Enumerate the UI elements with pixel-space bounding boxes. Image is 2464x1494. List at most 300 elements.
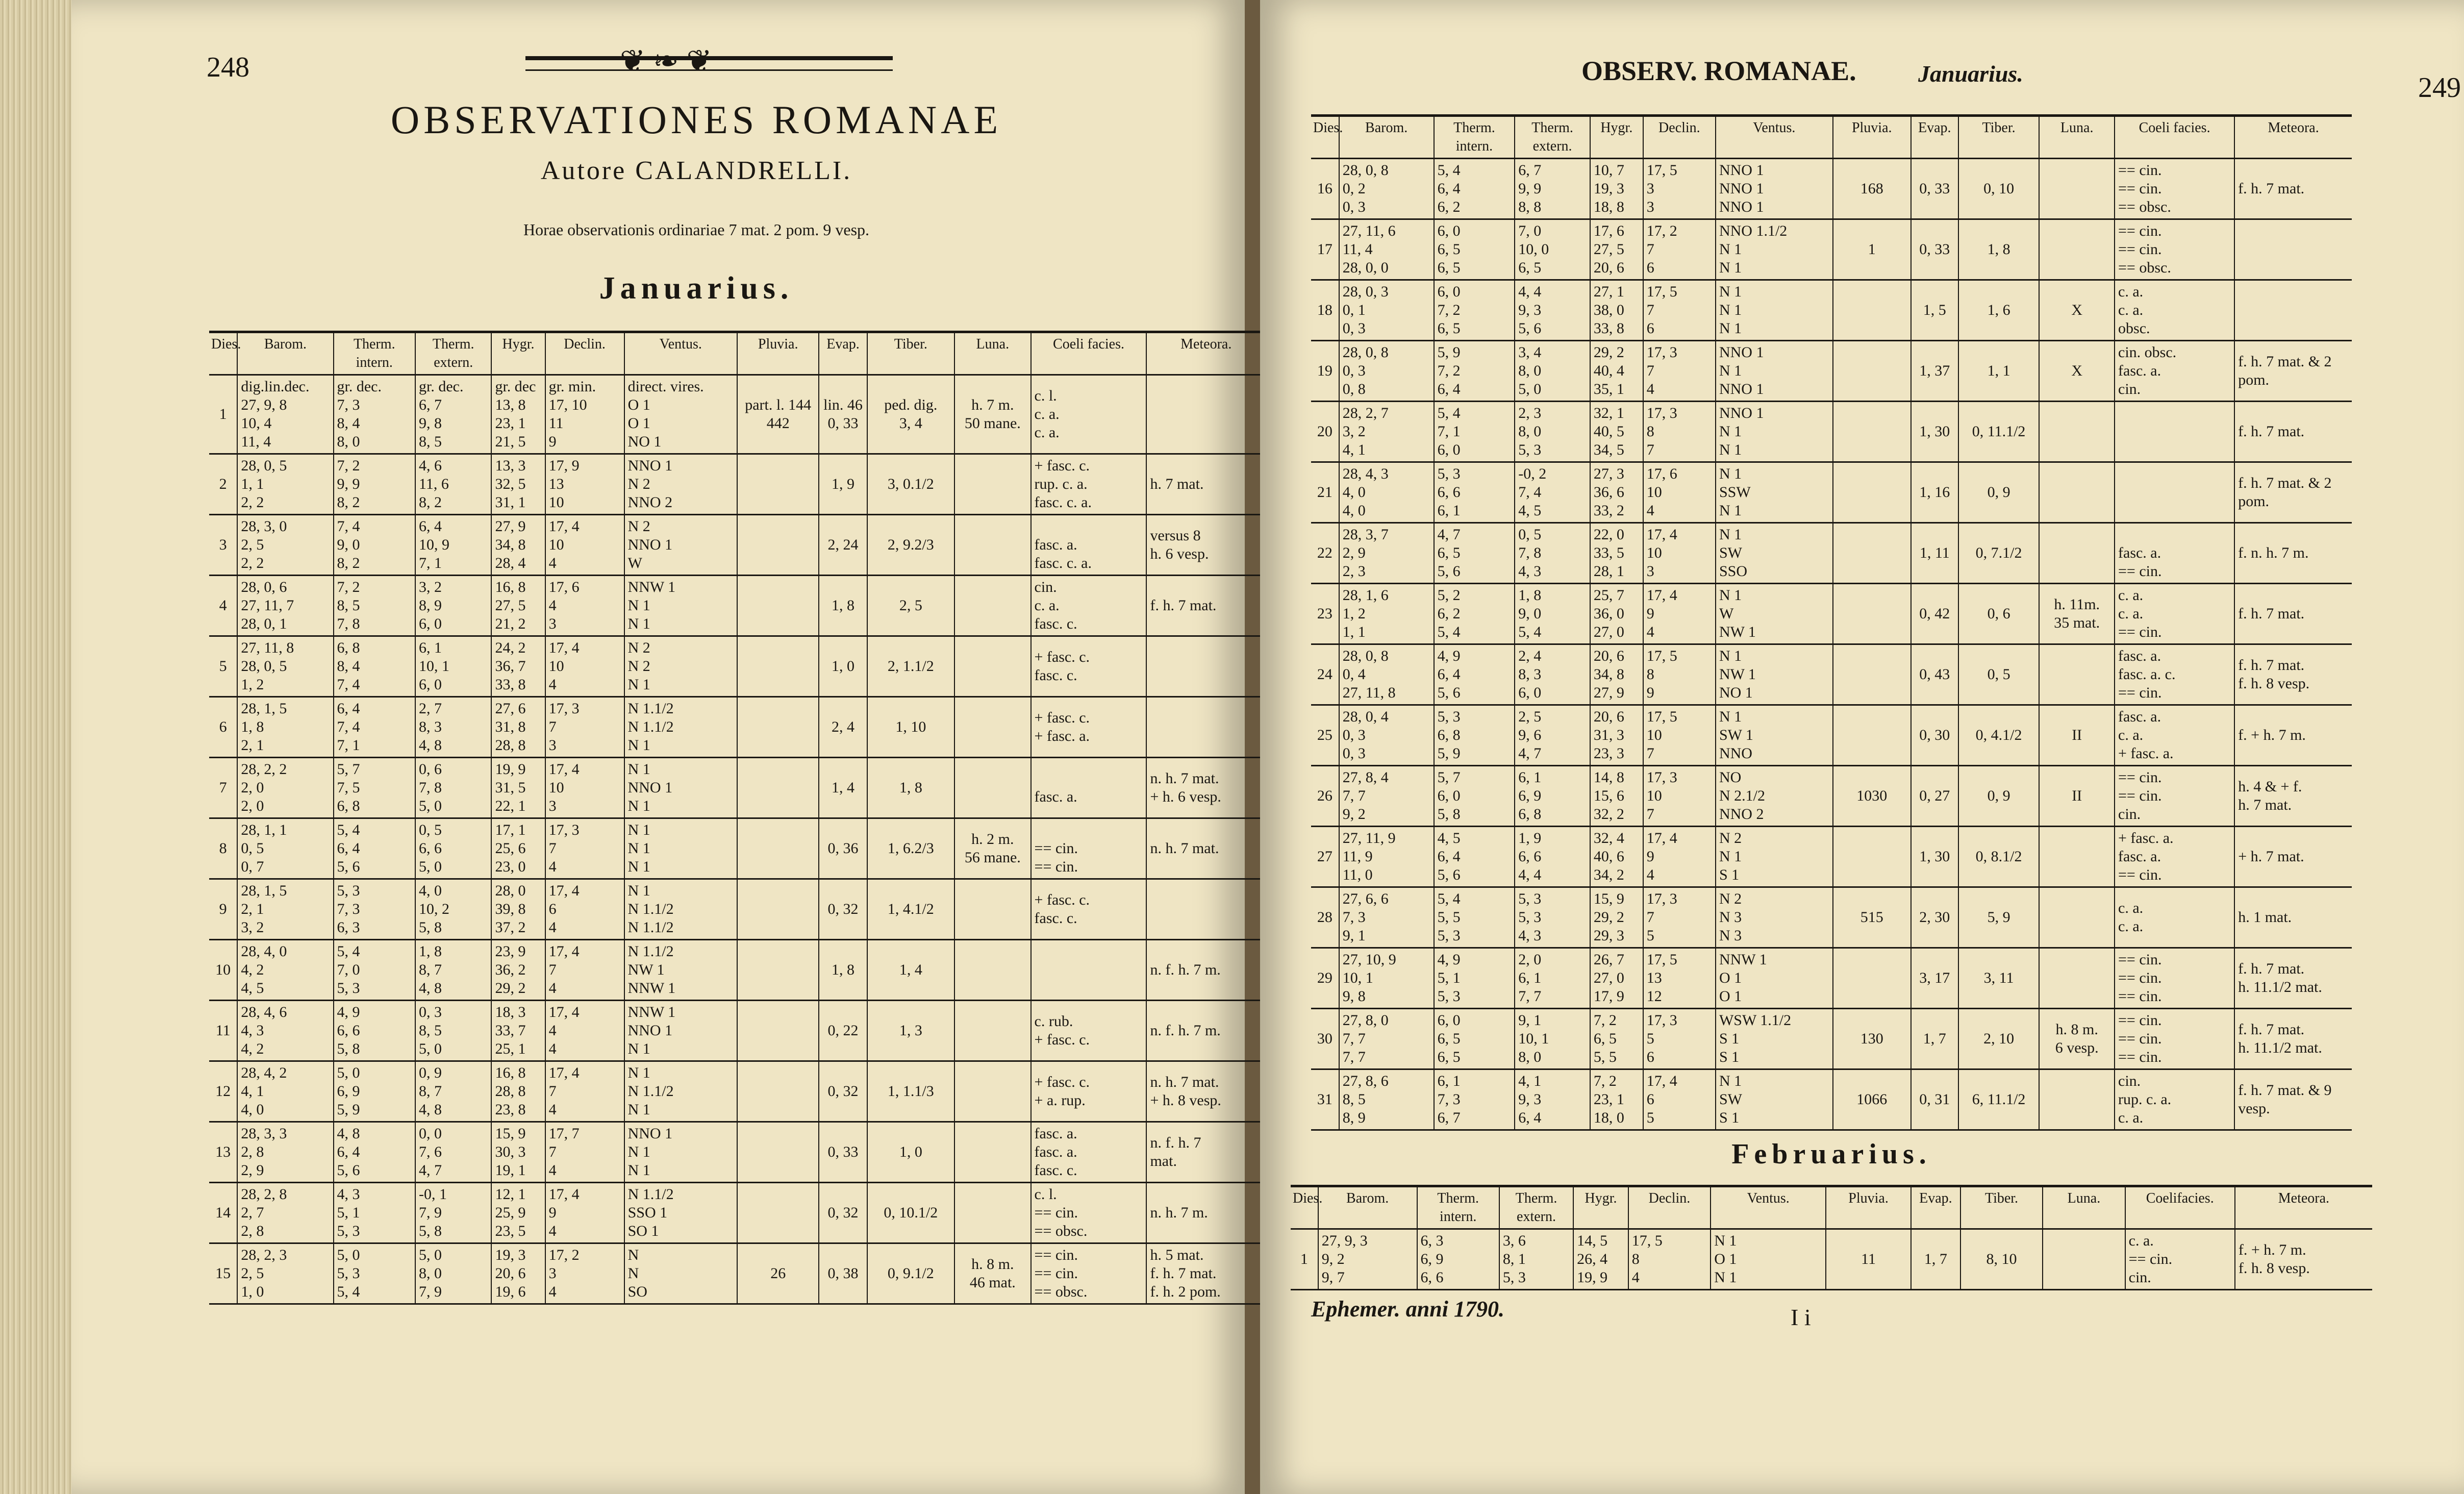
table-cell: c. a. c. a. obsc. (2115, 280, 2234, 341)
table-cell (737, 818, 819, 879)
table-cell: 17, 5 7 6 (1643, 280, 1716, 341)
table-cell: gr. dec. 7, 3 8, 4 8, 0 (334, 375, 416, 454)
footer-ephemeris: Ephemer. anni 1790. (1311, 1297, 1504, 1322)
table-cell: 0, 9 (1958, 766, 2040, 827)
table-cell: n. h. 7 m. (1146, 1183, 1265, 1243)
table-cell: 1, 10 (867, 697, 955, 758)
table-cell: c. rub. + fasc. c. (1031, 1001, 1147, 1061)
column-header: Ventus. (624, 332, 737, 375)
table-cell: 17, 4 10 3 (1643, 523, 1716, 584)
column-header: Luna. (954, 332, 1030, 375)
table-cell: cin. obsc. fasc. a. cin. (2115, 341, 2234, 402)
table-cell: 17, 3 7 4 (545, 818, 624, 879)
column-header: Barom. (237, 332, 333, 375)
table-cell: 3, 17 (1911, 948, 1958, 1009)
table-cell: N 2 N 2 N 1 (624, 636, 737, 697)
table-cell (1146, 697, 1265, 758)
table-cell: 4, 3 5, 1 5, 3 (334, 1183, 416, 1243)
table-cell (954, 1122, 1030, 1183)
table-cell: n. h. 7 mat. (1146, 818, 1265, 879)
column-header: Barom. (1318, 1186, 1417, 1229)
table-cell: f. h. 7 mat. & 9 vesp. (2234, 1069, 2352, 1130)
column-header: Dies. (1291, 1186, 1318, 1229)
table-cell: 25 (1311, 705, 1339, 766)
table-cell: 6, 3 6, 9 6, 6 (1417, 1229, 1499, 1290)
table-cell: N 1.1/2 N 1.1/2 N 1 (624, 697, 737, 758)
table-cell: == cin. == cin. (1031, 818, 1147, 879)
table-cell: 27, 10, 9 10, 1 9, 8 (1339, 948, 1434, 1009)
table-cell: 0, 43 (1911, 644, 1958, 705)
table-cell: 17, 6 27, 5 20, 6 (1590, 219, 1643, 280)
table-cell: 7, 2 8, 5 7, 8 (334, 576, 416, 636)
table-cell: 17, 4 7 4 (545, 940, 624, 1001)
table-cell: 1 (1833, 219, 1911, 280)
table-cell (737, 515, 819, 576)
table-cell (2039, 462, 2115, 523)
table-cell: N 1 SSW N 1 (1716, 462, 1833, 523)
table-cell: fasc. a. fasc. c. a. (1031, 515, 1147, 576)
table-cell: f. h. 7 mat. (2234, 584, 2352, 644)
table-cell: 11 (1826, 1229, 1911, 1290)
table-cell: 28, 3, 0 2, 5 2, 2 (237, 515, 333, 576)
column-header: Evap. (1911, 1186, 1960, 1229)
table-cell: 6, 0 6, 5 6, 5 (1434, 219, 1515, 280)
table-cell: == cin. == cin. == cin. (2115, 1009, 2234, 1069)
table-row (1311, 341, 2352, 402)
table-cell: f. h. 7 mat. (1146, 576, 1265, 636)
table-cell: -0, 2 7, 4 4, 5 (1515, 462, 1590, 523)
table-cell: 28, 3, 3 2, 8 2, 9 (237, 1122, 333, 1183)
table-cell: 0, 8.1/2 (1958, 827, 2040, 887)
column-header: Therm. extern. (1515, 116, 1590, 159)
table-cell: 5, 4 7, 0 5, 3 (334, 940, 416, 1001)
table-cell (1833, 705, 1911, 766)
table-cell: X (2039, 280, 2115, 341)
table-cell: 5, 0 6, 9 5, 9 (334, 1061, 416, 1122)
table-cell: 1, 37 (1911, 341, 1958, 402)
table-cell: 29, 2 40, 4 35, 1 (1590, 341, 1643, 402)
table-cell: 1, 8 8, 7 4, 8 (415, 940, 491, 1001)
table-cell: 30 (1311, 1009, 1339, 1069)
table-cell: 2 (209, 454, 237, 515)
table-cell: 0, 33 (1911, 219, 1958, 280)
table-cell: N 1 O 1 N 1 (1711, 1229, 1826, 1290)
table-row (209, 1061, 1265, 1122)
table-cell (737, 1001, 819, 1061)
table-cell: 0, 5 6, 6 5, 0 (415, 818, 491, 879)
table-cell: 17, 3 7 4 (1643, 341, 1716, 402)
table-cell: fasc. a. fasc. a. fasc. c. (1031, 1122, 1147, 1183)
table-cell: f. h. 7 mat. h. 11.1/2 mat. (2234, 1009, 2352, 1069)
observations-table-february (1291, 1185, 2372, 1290)
table-cell: 5 (209, 636, 237, 697)
column-header: Barom. (1339, 116, 1434, 159)
column-header: Therm. intern. (1434, 116, 1515, 159)
column-header: Therm. extern. (1499, 1186, 1573, 1229)
column-header: Luna. (2043, 1186, 2125, 1229)
table-cell: NO N 2.1/2 NNO 2 (1716, 766, 1833, 827)
table-cell: 17, 4 9 4 (1643, 827, 1716, 887)
table-cell: 17, 5 8 9 (1643, 644, 1716, 705)
table-cell: 4, 9 5, 1 5, 3 (1434, 948, 1515, 1009)
table-cell: 6, 0 7, 2 6, 5 (1434, 280, 1515, 341)
table-cell: 0, 30 (1911, 705, 1958, 766)
table-cell: N 2 N 1 S 1 (1716, 827, 1833, 887)
table-cell: 14 (209, 1183, 237, 1243)
table-cell: 4, 9 6, 6 5, 8 (334, 1001, 416, 1061)
table-cell: 1, 4 (867, 940, 955, 1001)
page-number: 248 (207, 52, 249, 83)
table-cell: 17, 3 7 5 (1643, 887, 1716, 948)
table-cell (737, 879, 819, 940)
table-cell: c. l. == cin. == obsc. (1031, 1183, 1147, 1243)
table-cell: 17, 4 6 5 (1643, 1069, 1716, 1130)
table-cell: 4 (209, 576, 237, 636)
table-cell: 31 (1311, 1069, 1339, 1130)
table-cell: 2, 24 (819, 515, 867, 576)
table-cell: 27, 1 38, 0 33, 8 (1590, 280, 1643, 341)
table-cell: 0, 31 (1911, 1069, 1958, 1130)
table-cell: 27, 8, 0 7, 7 7, 7 (1339, 1009, 1434, 1069)
table-row (1311, 705, 2352, 766)
table-cell: 26 (737, 1243, 819, 1304)
table-cell (2043, 1229, 2125, 1290)
table-cell: 17, 4 9 4 (1643, 584, 1716, 644)
column-header: Tiber. (1960, 1186, 2043, 1229)
table-cell: 4, 9 6, 4 5, 6 (1434, 644, 1515, 705)
table-row (209, 1243, 1265, 1304)
table-cell: 28, 0, 8 0, 2 0, 3 (1339, 159, 1434, 219)
table-cell: 28, 2, 3 2, 5 1, 0 (237, 1243, 333, 1304)
table-cell: 24, 2 36, 7 33, 8 (491, 636, 545, 697)
table-cell: 28, 4, 3 4, 0 4, 0 (1339, 462, 1434, 523)
table-cell: dig.lin.dec. 27, 9, 8 10, 4 11, 4 (237, 375, 333, 454)
table-cell: 1, 30 (1911, 827, 1958, 887)
table-cell: 28, 3, 7 2, 9 2, 3 (1339, 523, 1434, 584)
table-cell: 1, 9 (819, 454, 867, 515)
table-cell: 1, 6.2/3 (867, 818, 955, 879)
table-cell: f. + h. 7 m. (2234, 705, 2352, 766)
table-cell: 0, 33 (819, 1122, 867, 1183)
table-row (1311, 948, 2352, 1009)
table-cell: 0, 10.1/2 (867, 1183, 955, 1243)
table-cell: 20, 6 31, 3 23, 3 (1590, 705, 1643, 766)
table-cell: 17, 6 4 3 (545, 576, 624, 636)
table-cell: 28, 2, 2 2, 0 2, 0 (237, 758, 333, 818)
table-row (209, 576, 1265, 636)
column-header: Meteora. (1146, 332, 1265, 375)
table-cell: n. h. 7 mat. + h. 6 vesp. (1146, 758, 1265, 818)
table-cell: 3, 0.1/2 (867, 454, 955, 515)
table-header-row (209, 332, 1265, 375)
table-cell: 6, 11.1/2 (1958, 1069, 2040, 1130)
column-header: Ventus. (1716, 116, 1833, 159)
table-cell: f. h. 7 mat. (2234, 159, 2352, 219)
table-cell: 7, 2 23, 1 18, 0 (1590, 1069, 1643, 1130)
table-cell: N 1.1/2 SSO 1 SO 1 (624, 1183, 737, 1243)
table-cell: fasc. a. c. a. + fasc. a. (2115, 705, 2234, 766)
table-cell: 5, 7 6, 0 5, 8 (1434, 766, 1515, 827)
table-cell: NNW 1 NNO 1 N 1 (624, 1001, 737, 1061)
running-head: OBSERV. ROMANAE. (1581, 56, 1856, 86)
table-cell: N 1 SW S 1 (1716, 1069, 1833, 1130)
table-row (1311, 402, 2352, 462)
table-cell: 27, 11, 9 11, 9 11, 0 (1339, 827, 1434, 887)
table-cell: 27, 8, 6 8, 5 8, 9 (1339, 1069, 1434, 1130)
table-cell: + fasc. c. fasc. c. (1031, 636, 1147, 697)
table-cell: 27, 11, 8 28, 0, 5 1, 2 (237, 636, 333, 697)
table-cell: f. h. 7 mat. & 2 pom. (2234, 341, 2352, 402)
table-cell: 1 (209, 375, 237, 454)
table-cell: 2, 0 6, 1 7, 7 (1515, 948, 1590, 1009)
table-cell: 7 (209, 758, 237, 818)
table-cell: 28, 2, 7 3, 2 4, 1 (1339, 402, 1434, 462)
table-cell: 3 (209, 515, 237, 576)
column-header: Luna. (2039, 116, 2115, 159)
table-cell: 17, 4 10 4 (545, 636, 624, 697)
table-cell (1146, 879, 1265, 940)
table-cell: 3, 11 (1958, 948, 2040, 1009)
table-cell (1833, 948, 1911, 1009)
left-page (71, 0, 1245, 1494)
column-header: Dies. (1311, 116, 1339, 159)
table-row (1311, 584, 2352, 644)
table-cell: 1030 (1833, 766, 1911, 827)
table-cell: 26, 7 27, 0 17, 9 (1590, 948, 1643, 1009)
table-cell: 0, 32 (819, 879, 867, 940)
table-cell: 22 (1311, 523, 1339, 584)
table-cell (1833, 280, 1911, 341)
table-cell: == cin. == cin. == cin. (2115, 948, 2234, 1009)
column-header: Therm. extern. (415, 332, 491, 375)
table-cell: 21 (1311, 462, 1339, 523)
table-cell: 6 (209, 697, 237, 758)
table-cell: 14, 5 26, 4 19, 9 (1573, 1229, 1628, 1290)
table-cell: 24 (1311, 644, 1339, 705)
observation-hours: Horae observationis ordinariae 7 mat. 2 pom. 9 vesp. (523, 220, 870, 239)
table-cell: 17, 5 13 12 (1643, 948, 1716, 1009)
table-cell: h. 1 mat. (2234, 887, 2352, 948)
table-cell: 22, 0 33, 5 28, 1 (1590, 523, 1643, 584)
table-cell: 2, 10 (1958, 1009, 2040, 1069)
table-cell: h. 11m. 35 mat. (2039, 584, 2115, 644)
table-cell: 28, 1, 1 0, 5 0, 7 (237, 818, 333, 879)
table-cell: 0, 22 (819, 1001, 867, 1061)
table-row (1311, 1009, 2352, 1069)
table-cell: -0, 1 7, 9 5, 8 (415, 1183, 491, 1243)
table-cell: 4, 0 10, 2 5, 8 (415, 879, 491, 940)
table-cell (737, 576, 819, 636)
table-cell: c. a. c. a. (2115, 887, 2234, 948)
table-cell: c. a. == cin. cin. (2125, 1229, 2235, 1290)
table-cell: + fasc. a. fasc. a. == cin. (2115, 827, 2234, 887)
table-cell: == cin. == cin. cin. (2115, 766, 2234, 827)
table-cell: 12 (209, 1061, 237, 1122)
table-cell: 1, 5 (1911, 280, 1958, 341)
table-cell: f. h. 7 mat. (2234, 402, 2352, 462)
table-row (209, 697, 1265, 758)
table-cell: 1, 3 (867, 1001, 955, 1061)
column-header: Coelifacies. (2125, 1186, 2235, 1229)
table-cell: h. 2 m. 56 mane. (954, 818, 1030, 879)
table-cell: fasc. a. fasc. a. c. == cin. (2115, 644, 2234, 705)
table-cell: n. f. h. 7 m. (1146, 940, 1265, 1001)
table-cell: 17, 5 3 3 (1643, 159, 1716, 219)
column-header: Tiber. (1958, 116, 2040, 159)
table-cell: 17, 4 4 4 (545, 1001, 624, 1061)
table-cell: fasc. a. (1031, 758, 1147, 818)
column-header: Tiber. (867, 332, 955, 375)
column-header: Meteora. (2234, 116, 2352, 159)
table-cell: 4, 8 6, 4 5, 6 (334, 1122, 416, 1183)
table-cell: 2, 5 (867, 576, 955, 636)
table-cell: 27, 6 31, 8 28, 8 (491, 697, 545, 758)
table-cell: 0, 33 (1911, 159, 1958, 219)
table-cell: N 1 N 1 N 1 (1716, 280, 1833, 341)
table-row (1311, 462, 2352, 523)
column-header: Pluvia. (737, 332, 819, 375)
table-cell: 17, 3 8 7 (1643, 402, 1716, 462)
table-cell: 19 (1311, 341, 1339, 402)
book-page-edges (0, 0, 71, 1494)
table-cell: 17, 3 7 3 (545, 697, 624, 758)
table-cell: WSW 1.1/2 S 1 S 1 (1716, 1009, 1833, 1069)
table-row (1311, 644, 2352, 705)
table-cell: N 1 SW 1 NNO (1716, 705, 1833, 766)
table-cell: 17, 4 9 4 (545, 1183, 624, 1243)
table-cell: n. h. 7 mat. + h. 8 vesp. (1146, 1061, 1265, 1122)
table-cell (1146, 375, 1265, 454)
table-cell: 5, 3 7, 3 6, 3 (334, 879, 416, 940)
table-cell: II (2039, 705, 2115, 766)
table-cell (1833, 584, 1911, 644)
table-cell: 17, 1 25, 6 23, 0 (491, 818, 545, 879)
column-header: Meteora. (2235, 1186, 2372, 1229)
table-cell: 1, 16 (1911, 462, 1958, 523)
table-cell (1833, 402, 1911, 462)
table-cell: N 1 N 1.1/2 N 1 (624, 1061, 737, 1122)
table-cell: 3, 6 8, 1 5, 3 (1499, 1229, 1573, 1290)
table-cell: 0, 42 (1911, 584, 1958, 644)
table-cell: 27, 11, 6 11, 4 28, 0, 0 (1339, 219, 1434, 280)
table-cell: 23 (1311, 584, 1339, 644)
table-row (209, 636, 1265, 697)
table-cell (2039, 159, 2115, 219)
table-cell: 27, 3 36, 6 33, 2 (1590, 462, 1643, 523)
table-cell: 2, 4 (819, 697, 867, 758)
table-cell (737, 758, 819, 818)
column-header: Hygr. (1573, 1186, 1628, 1229)
column-header: Hygr. (1590, 116, 1643, 159)
table-cell: 9 (209, 879, 237, 940)
table-cell: 1, 0 (819, 636, 867, 697)
table-cell: 1, 0 (867, 1122, 955, 1183)
table-cell: versus 8 h. 6 vesp. (1146, 515, 1265, 576)
table-cell: 17, 9 13 10 (545, 454, 624, 515)
table-cell: 1, 6 (1958, 280, 2040, 341)
table-cell: 16, 8 27, 5 21, 2 (491, 576, 545, 636)
table-cell: 7, 4 9, 0 8, 2 (334, 515, 416, 576)
table-cell: 6, 7 9, 9 8, 8 (1515, 159, 1590, 219)
table-cell: + fasc. c. + a. rup. (1031, 1061, 1147, 1122)
table-cell: 17 (1311, 219, 1339, 280)
observations-table-january-16-31 (1311, 114, 2352, 1131)
table-cell: 0, 6 (1958, 584, 2040, 644)
table-cell: 7, 2 6, 5 5, 5 (1590, 1009, 1643, 1069)
table-cell: 7, 0 10, 0 6, 5 (1515, 219, 1590, 280)
table-row (1311, 887, 2352, 948)
table-cell: 1, 7 (1911, 1009, 1958, 1069)
table-cell: 2, 3 8, 0 5, 3 (1515, 402, 1590, 462)
table-cell: 4, 5 6, 4 5, 6 (1434, 827, 1515, 887)
table-row (1311, 280, 2352, 341)
table-cell: 14, 8 15, 6 32, 2 (1590, 766, 1643, 827)
table-row (209, 515, 1265, 576)
table-cell: 0, 0 7, 6 4, 7 (415, 1122, 491, 1183)
table-cell: 0, 27 (1911, 766, 1958, 827)
table-cell: ped. dig. 3, 4 (867, 375, 955, 454)
table-cell: 28, 0, 3 0, 1 0, 3 (1339, 280, 1434, 341)
table-cell: gr. min. 17, 10 11 9 (545, 375, 624, 454)
table-cell (737, 1061, 819, 1122)
table-cell: 17, 5 10 7 (1643, 705, 1716, 766)
table-cell: gr. dec. 6, 7 9, 8 8, 5 (415, 375, 491, 454)
table-cell (1833, 644, 1911, 705)
table-cell: 1, 8 (1958, 219, 2040, 280)
table-cell (2039, 827, 2115, 887)
table-cell: 4, 4 9, 3 5, 6 (1515, 280, 1590, 341)
table-cell: 0, 10 (1958, 159, 2040, 219)
table-cell (1031, 940, 1147, 1001)
table-cell: f. + h. 7 m. f. h. 8 vesp. (2235, 1229, 2372, 1290)
table-cell: 25, 7 36, 0 27, 0 (1590, 584, 1643, 644)
table-cell (2039, 948, 2115, 1009)
page-number: 249 (2418, 72, 2461, 104)
table-cell: + h. 7 mat. (2234, 827, 2352, 887)
table-cell: h. 5 mat. f. h. 7 mat. f. h. 2 pom. (1146, 1243, 1265, 1304)
table-cell: 16 (1311, 159, 1339, 219)
table-cell (954, 940, 1030, 1001)
table-cell: h. 4 & + f. h. 7 mat. (2234, 766, 2352, 827)
table-row (209, 454, 1265, 515)
table-cell: 20, 6 34, 8 27, 9 (1590, 644, 1643, 705)
table-cell: 9, 1 10, 1 8, 0 (1515, 1009, 1590, 1069)
table-cell: 5, 7 7, 5 6, 8 (334, 758, 416, 818)
table-cell: N 1 NW 1 NO 1 (1716, 644, 1833, 705)
table-cell: 2, 7 8, 3 4, 8 (415, 697, 491, 758)
table-cell: 0, 6 7, 8 5, 0 (415, 758, 491, 818)
table-cell: 5, 9 (1958, 887, 2040, 948)
table-cell (737, 454, 819, 515)
table-cell: 5, 4 6, 4 5, 6 (334, 818, 416, 879)
table-cell: 3, 4 8, 0 5, 0 (1515, 341, 1590, 402)
table-cell: + fasc. c. + fasc. a. (1031, 697, 1147, 758)
table-cell: h. 8 m. 46 mat. (954, 1243, 1030, 1304)
table-cell: 130 (1833, 1009, 1911, 1069)
column-header: Ventus. (1711, 1186, 1826, 1229)
table-cell: 2, 30 (1911, 887, 1958, 948)
table-cell: 6, 1 7, 3 6, 7 (1434, 1069, 1515, 1130)
table-row (209, 375, 1265, 454)
table-cell: 32, 4 40, 6 34, 2 (1590, 827, 1643, 887)
table-cell (737, 697, 819, 758)
page-title: OBSERVATIONES ROMANAE (390, 97, 1002, 142)
column-header: Coeli facies. (1031, 332, 1147, 375)
table-cell: 0, 9 (1958, 462, 2040, 523)
table-cell: n. f. h. 7 mat. (1146, 1122, 1265, 1183)
table-cell: + fasc. c. rup. c. a. fasc. c. a. (1031, 454, 1147, 515)
table-cell: 28, 0 39, 8 37, 2 (491, 879, 545, 940)
